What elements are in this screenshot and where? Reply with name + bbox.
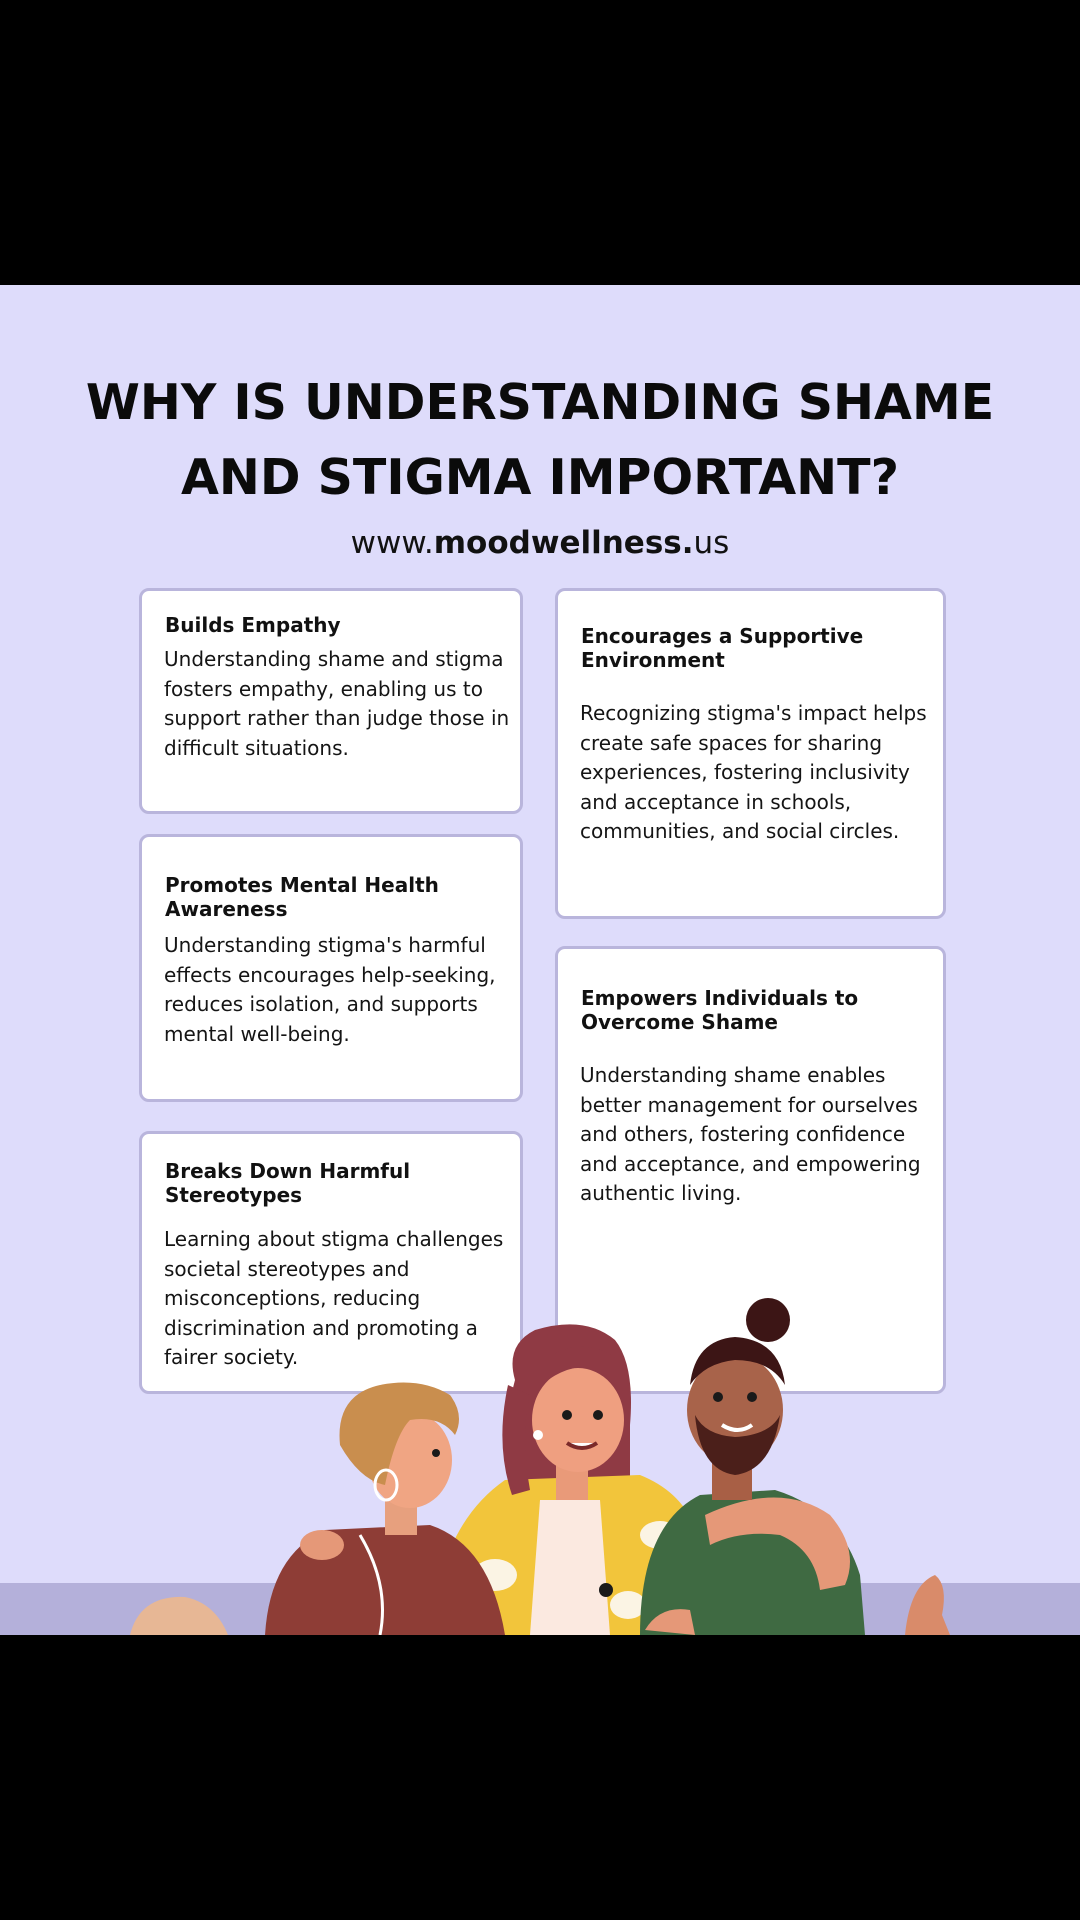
website-suffix: us: [693, 525, 730, 561]
three-friends-illustration-icon: [0, 285, 1080, 1635]
card-heading: Empowers Individuals to Overcome Shame: [581, 986, 859, 1034]
website-prefix: www.: [350, 525, 434, 561]
card-body: Understanding stigma's harmful effects encourages help-seeking, reduces isolation, and supports mental well-being.: [164, 933, 496, 1046]
title-line-1: WHY IS UNDERSTANDING SHAME: [85, 374, 995, 431]
card-heading: Breaks Down Harmful Stereotypes: [165, 1159, 411, 1207]
card-body: Recognizing stigma's impact helps create safe spaces for sharing experiences, fostering inclusivity and acceptance in schools, communities, and social circles.: [580, 701, 927, 843]
card-body: Understanding shame and stigma fosters empathy, enabling us to support rather than judge those in difficult situations.: [164, 647, 510, 760]
card-heading: Promotes Mental Health Awareness: [165, 873, 439, 921]
infographic-panel: [0, 285, 1080, 1635]
title-line-2: AND STIGMA IMPORTANT?: [180, 449, 900, 506]
website-domain: moodwellness.: [433, 525, 694, 561]
card-body: Learning about stigma challenges societal stereotypes and misconceptions, reducing discrimination and promoting a fairer society.: [164, 1227, 504, 1369]
card-body: Understanding shame enables better management for ourselves and others, fostering confidence and acceptance, and empowering authentic living.: [580, 1063, 921, 1205]
card-heading: Builds Empathy: [165, 613, 341, 637]
card-heading: Encourages a Supportive Environment: [581, 624, 864, 672]
